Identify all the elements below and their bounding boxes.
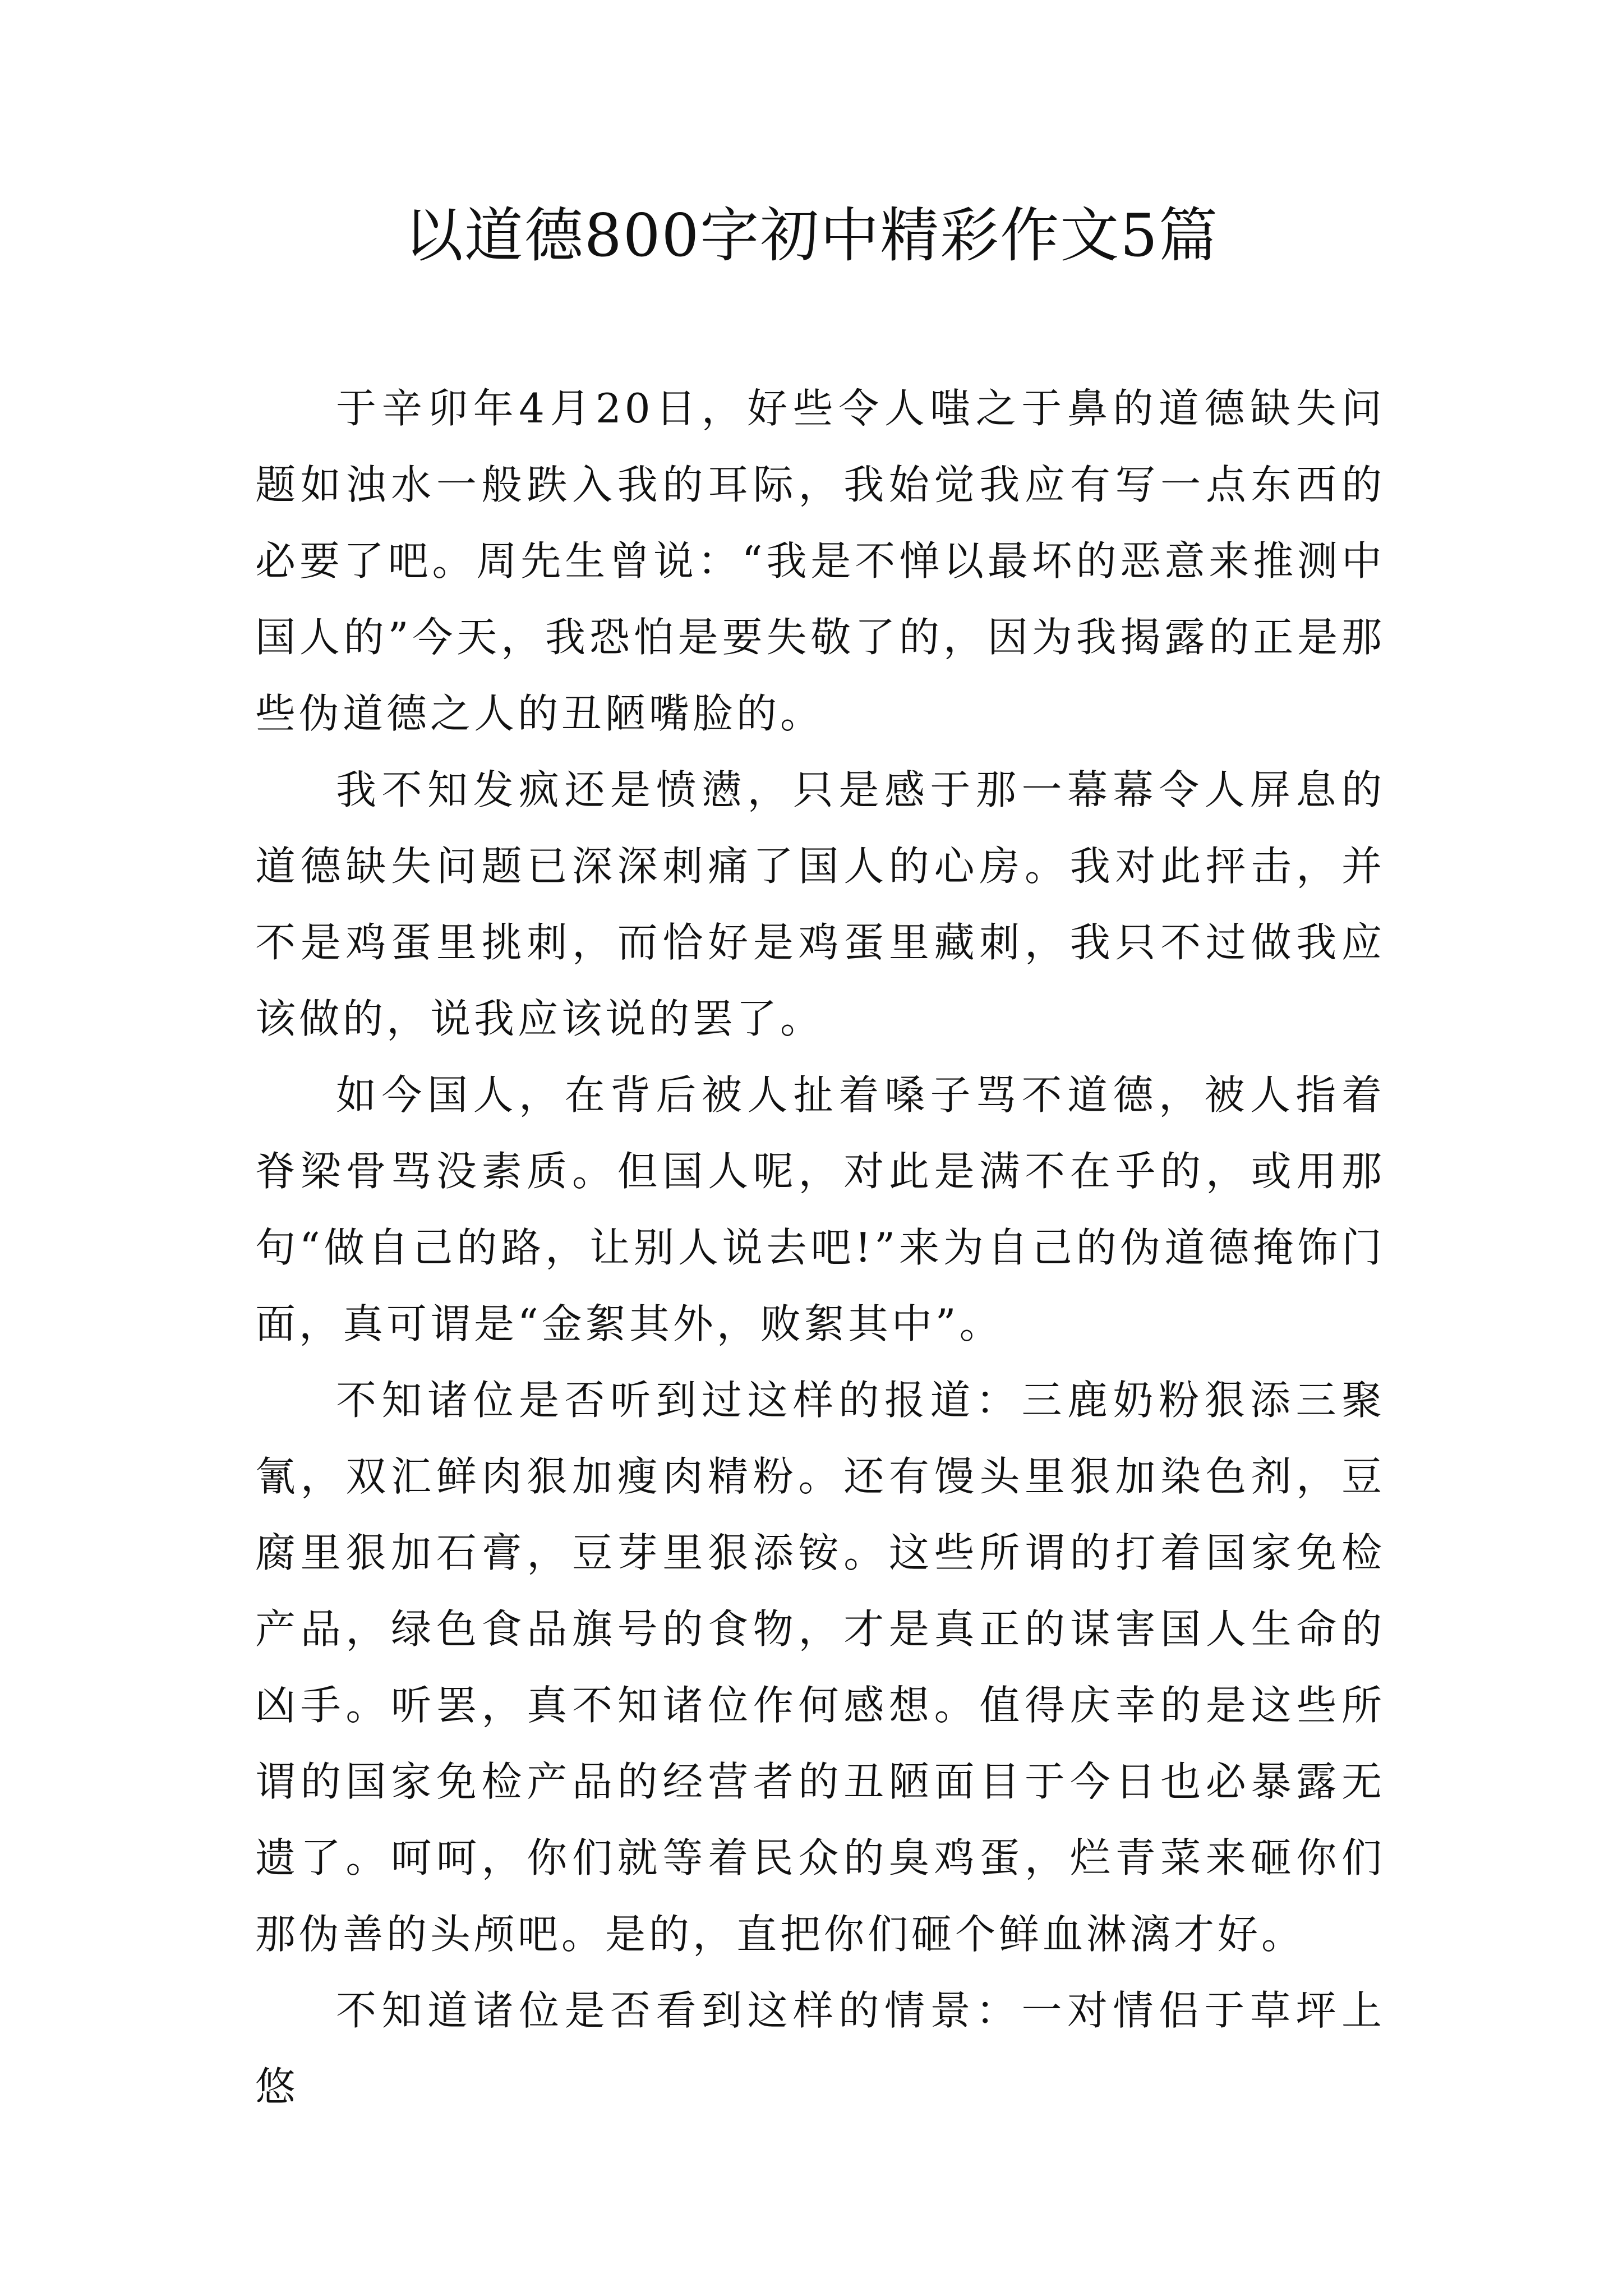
document-title: 以道德800字初中精彩作文5篇 [404, 201, 1219, 270]
paragraph-3: 如今国人，在背后被人扯着嗓子骂不道德，被人指着脊梁骨骂没素质。但国人呢，对此是满不在乎的，或用那句“做自己的路，让别人说去吧!”来为自己的伪道德掩饰门面，真可谓是“金絮其外，败絮其中”。 [255, 1071, 1385, 1347]
paragraph-2: 我不知发疯还是愤懑，只是感于那一幕幕令人屏息的道德缺失问题已深深刺痛了国人的心房。我对此抨击，并不是鸡蛋里挑刺，而恰好是鸡蛋里藏刺，我只不过做我应该做的，说我应该说的罢了。 [255, 766, 1385, 1042]
paragraph-4: 不知诸位是否听到过这样的报道：三鹿奶粉狠添三聚氰，双汇鲜肉狠加瘦肉精粉。还有馒头里狠加染色剂，豆腐里狠加石膏，豆芽里狠添铵。这些所谓的打着国家免检产品，绿色食品旗号的食物，才是真正的谋害国人生命的凶手。听罢，真不知诸位作何感想。值得庆幸的是这些所谓的国家免检产品的经营者的丑陋面目于今日也必暴露无遗了。呵呵，你们就等着民众的臭鸡蛋，烂青菜来砸你们那伪善的头颅吧。是的，直把你们砸个鲜血淋漓才好。 [255, 1377, 1385, 1958]
document-body [255, 370, 1385, 2125]
paragraph-5: 不知道诸位是否看到这样的情景：一对情侣于草坪上悠 [255, 1987, 1385, 2110]
paragraph-1: 于辛卯年4月20日，好些令人嗤之于鼻的道德缺失问题如浊水一般跌入我的耳际，我始觉我应有写一点东西的必要了吧。周先生曾说：“我是不惮以最坏的恶意来推测中国人的”今天，我恐怕是要失敬了的，因为我揭露的正是那些伪道德之人的丑陋嘴脸的。 [255, 385, 1385, 737]
